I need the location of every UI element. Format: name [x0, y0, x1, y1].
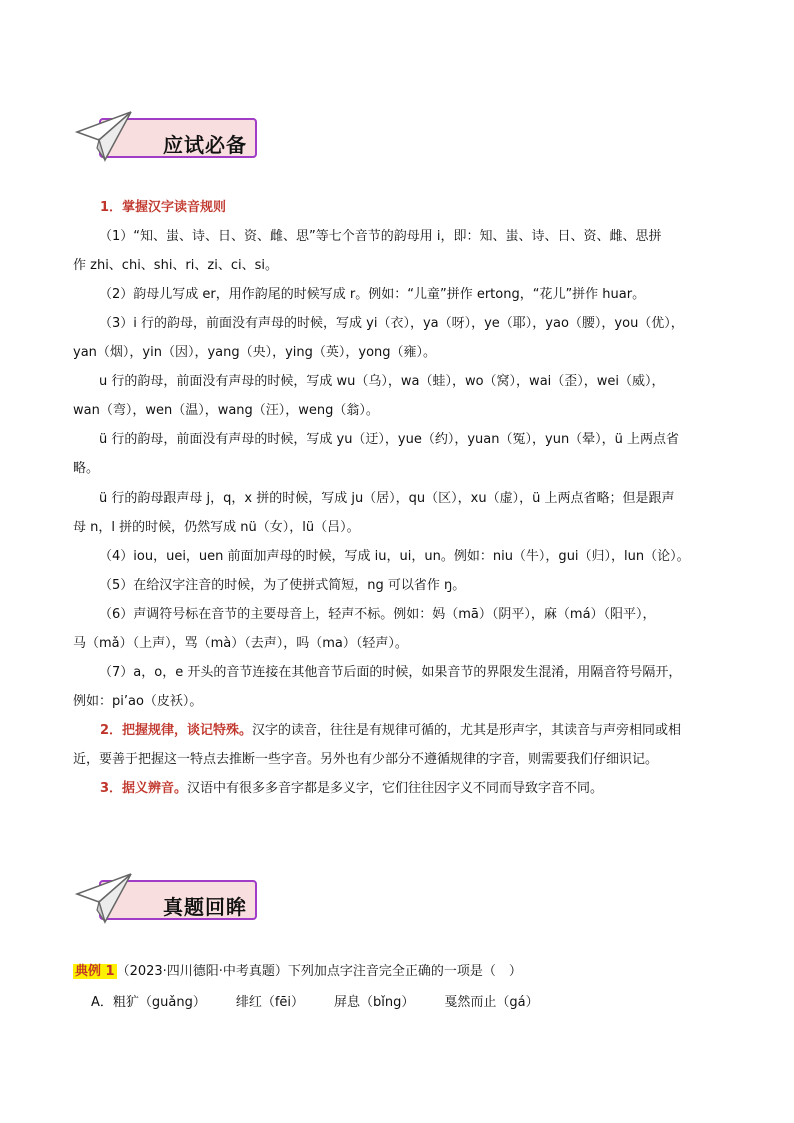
text-line: 例如：pi’ao（皮袄）。 — [73, 694, 203, 709]
example-badge: 典例 1 — [75, 964, 115, 979]
text-line: 母 n，l 拼的时候，仍然写成 nü（女），lü（吕）。 — [73, 520, 360, 535]
rule-heading-3: 3．据义辨音。 — [100, 781, 188, 796]
paper-plane-icon — [75, 872, 135, 924]
heading-title: 真题回眸 — [163, 895, 247, 919]
text-line: （1）“知、蚩、诗、日、资、雌、思”等七个音节的韵母用 i，即：知、蚩、诗、日、资、雌、思拼 — [99, 229, 662, 244]
text-line: wan（弯），wen（温），wang（汪），weng（翁）。 — [73, 403, 379, 418]
option-word: A．粗犷（guǎng） — [91, 995, 206, 1010]
text-line: （5）在给汉字注音的时候，为了使拼式简短，ng 可以省作 ŋ。 — [99, 578, 466, 593]
option-word: 绯红（fēi） — [235, 995, 305, 1010]
text-line: 马（mǎ）（上声），骂（mà）（去声），吗（ma）（轻声）。 — [73, 636, 408, 651]
text-line: ü 行的韵母跟声母 j，q，x 拼的时候，写成 ju（居），qu（区），xu（虚），ü 上两点省略；但是跟声 — [99, 491, 675, 506]
text-line: 近，要善于把握这一特点去推断一些字音。另外也有少部分不遵循规律的字音，则需要我们仔细识记。 — [73, 752, 659, 767]
rule-paragraph-3 — [100, 780, 603, 798]
text-line: u 行的韵母，前面没有声母的时候，写成 wu（乌），wa（蛙），wo（窝），wai（歪），wei（威）， — [99, 374, 665, 389]
text-line: yan（烟），yin（因），yang（央），ying（英），yong（雍）。 — [73, 345, 437, 360]
rule-heading-1: 1．掌握汉字读音规则 — [100, 200, 227, 215]
rule-heading-2: 2．把握规律，谈记特殊。 — [100, 723, 253, 738]
option-a — [91, 994, 569, 1012]
question-text: （2023·四川德阳·中考真题）下列加点字注音完全正确的一项是（ ） — [116, 964, 522, 979]
rule-paragraph-2 — [100, 722, 681, 740]
paper-plane-icon — [75, 110, 135, 162]
text-line: （6）声调符号标在音节的主要母音上，轻声不标。例如：妈（mā）（阴平），麻（má）（阳平）， — [99, 607, 656, 622]
text-line: ü 行的韵母，前面没有声母的时候，写成 yu（迂），yue（约），yuan（冤），yun（晕），ü 上两点省 — [99, 432, 680, 447]
text-line: （3）i 行的韵母，前面没有声母的时候，写成 yi（衣），ya（呀），ye（耶），yao（腰），you（优）， — [99, 316, 684, 331]
text-line: 汉语中有很多多音字都是多义字，它们往往因字义不同而导致字音不同。 — [187, 781, 604, 796]
text-line: 汉字的读音，往往是有规律可循的，尤其是形声字，其读音与声旁相同或相 — [252, 723, 682, 738]
example-question — [73, 963, 522, 981]
text-line: （2）韵母儿写成 er，用作韵尾的时候写成 r。例如：“儿童”拼作 ertong，“花儿”拼作 huar。 — [99, 287, 646, 302]
option-word: 戛然而止（gá） — [444, 995, 539, 1010]
heading-title: 应试必备 — [163, 133, 247, 157]
text-line: 略。 — [73, 461, 100, 476]
text-line: 作 zhi、chi、shi、ri、zi、ci、si。 — [73, 258, 278, 273]
text-line: （4）iou，uei，uen 前面加声母的时候，写成 iu，ui，un。例如：niu（牛），gui（归），lun（论）。 — [99, 549, 690, 564]
option-word: 屏息（bǐng） — [334, 995, 415, 1010]
text-line: （7）a，o，e 开头的音节连接在其他音节后面的时候，如果音节的界限发生混淆，用隔音符号隔开， — [99, 665, 682, 680]
